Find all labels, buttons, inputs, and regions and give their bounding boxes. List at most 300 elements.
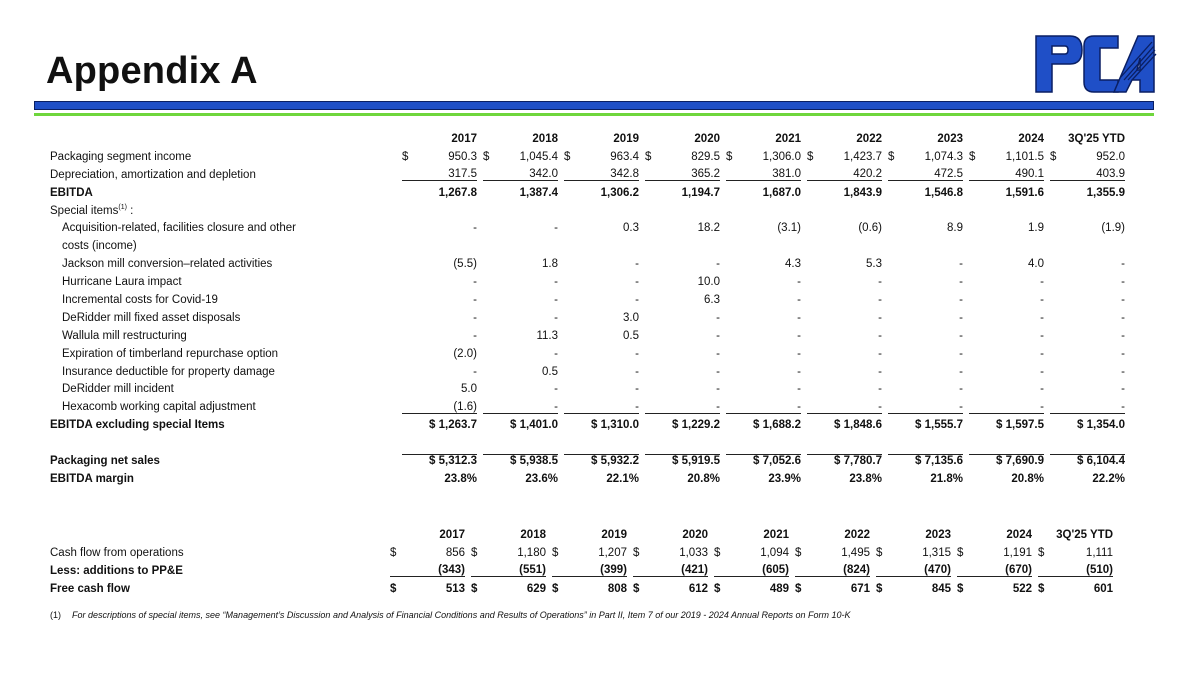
value: 11.3 [536, 329, 558, 342]
value-cell [1044, 416, 1125, 434]
value: (551) [519, 564, 546, 577]
value: - [1121, 311, 1125, 324]
row-label-text: Insurance deductible for property damage [62, 365, 275, 378]
value-cell [882, 291, 963, 309]
year-label: 2023 [925, 528, 951, 541]
value-cell [720, 184, 801, 202]
value-cell [1032, 580, 1113, 598]
row-label [50, 291, 396, 309]
footnote-text: For descriptions of special items, see “Management’s Discussion and Analysis of Financial Conditions and Results of Operations” in Part II, Item 7 of our 2019 - 2024 Annual Reports on Form 10-K [72, 610, 851, 620]
value: - [1121, 276, 1125, 289]
value: - [797, 293, 801, 306]
value: 1,315 [922, 546, 951, 559]
value: 4.3 [785, 258, 801, 271]
value-cell [477, 202, 558, 220]
value-cell [951, 580, 1032, 598]
value: - [1121, 329, 1125, 342]
value-cell [1044, 237, 1125, 255]
page-title: Appendix A [46, 50, 258, 92]
value: 5.0 [461, 383, 477, 396]
value: (343) [438, 564, 465, 577]
value: $ 1,354.0 [1077, 419, 1125, 432]
year-header-row [50, 130, 1125, 148]
value-cell [720, 219, 801, 237]
row-label [50, 219, 396, 237]
value-cell [708, 580, 789, 598]
value: 23.9% [768, 472, 801, 485]
value: - [878, 329, 882, 342]
value-cell [870, 544, 951, 562]
value-cell [546, 544, 627, 562]
value: - [716, 329, 720, 342]
currency-symbol: $ [795, 582, 802, 595]
value-cell [882, 327, 963, 345]
year-header [789, 526, 870, 544]
value-cell [639, 255, 720, 273]
currency-symbol: $ [876, 546, 883, 559]
value-cell [720, 452, 801, 470]
header-blue-rule [34, 101, 1154, 110]
table-row [50, 562, 1113, 580]
value: - [959, 329, 963, 342]
row-label-text: Jackson mill conversion–related activities [62, 258, 273, 271]
value-cell [1032, 562, 1113, 580]
footnote-number: (1) [50, 610, 61, 620]
value: - [716, 347, 720, 360]
row-label-text: Packaging net sales [50, 454, 160, 467]
cash-flow-table [50, 526, 1113, 598]
value-cell [963, 273, 1044, 291]
row-label [50, 184, 396, 202]
value-cell [720, 470, 801, 488]
value-cell [558, 416, 639, 434]
value-cell [882, 148, 963, 166]
value: 490.1 [1015, 168, 1044, 181]
value: 845 [931, 582, 951, 595]
value-cell [396, 237, 477, 255]
table-row [50, 398, 1125, 416]
value: $ 7,052.6 [753, 455, 801, 468]
value-cell [639, 398, 720, 416]
value-cell [639, 327, 720, 345]
value: - [959, 347, 963, 360]
currency-symbol: $ [390, 546, 397, 559]
value: 952.0 [1096, 150, 1125, 163]
value: (5.5) [453, 258, 477, 271]
value: - [635, 365, 639, 378]
value: 808 [607, 582, 627, 595]
value: - [797, 365, 801, 378]
row-label-text: DeRidder mill incident [62, 383, 174, 396]
value: (1.9) [1101, 222, 1125, 235]
value-cell [1044, 255, 1125, 273]
value-cell [1032, 544, 1113, 562]
value-cell [963, 166, 1044, 184]
currency-symbol: $ [957, 546, 964, 559]
value: 489 [769, 582, 789, 595]
value: - [878, 365, 882, 378]
value-cell [396, 166, 477, 184]
value: - [473, 311, 477, 324]
value: (2.0) [453, 347, 477, 360]
value-cell [963, 148, 1044, 166]
year-label: 2018 [532, 132, 558, 145]
year-label: 2022 [844, 528, 870, 541]
value: 1,355.9 [1086, 186, 1125, 199]
table-row [50, 345, 1125, 363]
value-cell [558, 291, 639, 309]
currency-symbol: $ [483, 150, 490, 163]
value: 0.5 [542, 365, 558, 378]
value-cell [639, 363, 720, 381]
value-cell [708, 562, 789, 580]
value: - [554, 276, 558, 289]
value-cell [1044, 327, 1125, 345]
value: 856 [445, 546, 465, 559]
year-header [546, 526, 627, 544]
year-label: 2023 [937, 132, 963, 145]
value-cell [801, 202, 882, 220]
value-cell [639, 416, 720, 434]
value: - [1040, 293, 1044, 306]
value-cell [396, 327, 477, 345]
value-cell [477, 237, 558, 255]
value-cell [558, 452, 639, 470]
row-label-text: Wallula mill restructuring [62, 329, 187, 342]
value-cell [801, 452, 882, 470]
value-cell [801, 470, 882, 488]
value-cell [801, 184, 882, 202]
row-label [50, 202, 396, 220]
value-cell [708, 544, 789, 562]
currency-symbol: $ [645, 150, 652, 163]
value-cell [627, 544, 708, 562]
value: 4.0 [1028, 258, 1044, 271]
value: - [554, 400, 558, 413]
table-row [50, 309, 1125, 327]
value-cell [801, 291, 882, 309]
value: - [959, 383, 963, 396]
value-cell [627, 562, 708, 580]
year-header [882, 130, 963, 148]
year-label: 2024 [1006, 528, 1032, 541]
year-label: 2021 [775, 132, 801, 145]
currency-symbol: $ [714, 546, 721, 559]
value: $ 5,938.5 [510, 455, 558, 468]
table-row [50, 363, 1125, 381]
value: - [959, 258, 963, 271]
value-cell [963, 452, 1044, 470]
value: - [635, 276, 639, 289]
value-cell [801, 309, 882, 327]
value-cell [882, 237, 963, 255]
value-cell [627, 580, 708, 598]
currency-symbol: $ [714, 582, 721, 595]
value-cell [1044, 345, 1125, 363]
year-header [396, 130, 477, 148]
currency-symbol: $ [471, 582, 478, 595]
value-cell [1044, 273, 1125, 291]
value-cell [963, 327, 1044, 345]
value-cell [801, 273, 882, 291]
row-label [50, 470, 396, 488]
value: - [797, 400, 801, 413]
value-cell [1044, 470, 1125, 488]
table-row [50, 380, 1125, 398]
value: 1,843.9 [843, 186, 882, 199]
value: $ 7,780.7 [834, 455, 882, 468]
value-cell [963, 380, 1044, 398]
value: $ 1,263.7 [429, 419, 477, 432]
year-header [1032, 526, 1113, 544]
value: 1,546.8 [924, 186, 963, 199]
value-cell [477, 184, 558, 202]
value-cell [801, 380, 882, 398]
table-row [50, 148, 1125, 166]
value: 950.3 [448, 150, 477, 163]
value-cell [882, 255, 963, 273]
value-cell [558, 184, 639, 202]
table-row [50, 580, 1113, 598]
value-cell [720, 148, 801, 166]
value: 1,387.4 [519, 186, 558, 199]
value: - [1121, 383, 1125, 396]
value-cell [465, 562, 546, 580]
row-label [50, 452, 396, 470]
value-cell [558, 202, 639, 220]
value-cell [882, 398, 963, 416]
row-label [50, 544, 384, 562]
row-label-text: Expiration of timberland repurchase option [62, 347, 279, 360]
value-cell [396, 202, 477, 220]
value-cell [1044, 309, 1125, 327]
value: - [635, 383, 639, 396]
table-row [50, 470, 1125, 488]
value: - [1040, 400, 1044, 413]
value-cell [720, 237, 801, 255]
value: (3.1) [777, 222, 801, 235]
value-cell [396, 148, 477, 166]
value-cell [558, 470, 639, 488]
footnote [50, 610, 851, 620]
value-cell [720, 380, 801, 398]
value-cell [963, 219, 1044, 237]
row-label-text: Hurricane Laura impact [62, 276, 182, 289]
value-cell [396, 416, 477, 434]
value: 6.3 [704, 293, 720, 306]
value: - [797, 383, 801, 396]
value-cell [558, 255, 639, 273]
value: 1,045.4 [519, 150, 558, 163]
value-cell [477, 398, 558, 416]
value-cell [546, 580, 627, 598]
value: 21.8% [930, 472, 963, 485]
table-row [50, 291, 1125, 309]
value-cell [396, 255, 477, 273]
value: (399) [600, 564, 627, 577]
row-label [50, 166, 396, 184]
row-label [50, 363, 396, 381]
value: 1,074.3 [924, 150, 963, 163]
currency-symbol: $ [795, 546, 802, 559]
value-cell [963, 184, 1044, 202]
value: $ 5,932.2 [591, 455, 639, 468]
value: - [554, 222, 558, 235]
year-header [558, 130, 639, 148]
value-cell [870, 562, 951, 580]
value: (824) [843, 564, 870, 577]
value: $ 7,135.6 [915, 455, 963, 468]
row-label [50, 255, 396, 273]
value: 365.2 [691, 168, 720, 181]
value: 22.2% [1092, 472, 1125, 485]
value-cell [477, 452, 558, 470]
value-cell [963, 470, 1044, 488]
year-header [639, 130, 720, 148]
row-label-text: Special items [50, 204, 119, 217]
row-label [50, 309, 396, 327]
value: - [1040, 365, 1044, 378]
value-cell [882, 184, 963, 202]
value-cell [951, 562, 1032, 580]
value: - [959, 311, 963, 324]
value-cell [1044, 363, 1125, 381]
value-cell [801, 148, 882, 166]
value: 20.8% [687, 472, 720, 485]
value: - [878, 276, 882, 289]
value: 1.8 [542, 258, 558, 271]
value: - [716, 400, 720, 413]
value: - [959, 365, 963, 378]
value: 522 [1012, 582, 1032, 595]
currency-symbol: $ [471, 546, 478, 559]
table-row [50, 202, 1125, 220]
value-cell [720, 166, 801, 184]
value-cell [477, 380, 558, 398]
table-row [50, 416, 1125, 434]
value-cell [720, 273, 801, 291]
year-header [801, 130, 882, 148]
value: - [878, 400, 882, 413]
value-cell [720, 291, 801, 309]
value-cell [477, 345, 558, 363]
value: 317.5 [448, 168, 477, 181]
value: - [1040, 329, 1044, 342]
value: 1,194.7 [681, 186, 720, 199]
value: 1,094 [760, 546, 789, 559]
value: 1,687.0 [762, 186, 801, 199]
value-cell [801, 219, 882, 237]
footnote-ref: (1) [118, 204, 127, 212]
spacer-row [50, 434, 1125, 452]
value-cell [801, 166, 882, 184]
value-cell [639, 273, 720, 291]
currency-symbol: $ [390, 582, 397, 595]
value: 381.0 [772, 168, 801, 181]
row-label [50, 380, 396, 398]
row-label [50, 327, 396, 345]
value-cell [477, 470, 558, 488]
value: 342.8 [610, 168, 639, 181]
value-cell [396, 345, 477, 363]
year-header [384, 526, 465, 544]
row-label-text: Hexacomb working capital adjustment [62, 401, 256, 414]
value-cell [477, 309, 558, 327]
value-cell [384, 544, 465, 562]
value: 20.8% [1011, 472, 1044, 485]
value-cell [870, 580, 951, 598]
row-label-text: Acquisition-related, facilities closure and other [62, 222, 296, 235]
value: - [959, 400, 963, 413]
value-cell [801, 327, 882, 345]
value-cell [558, 363, 639, 381]
value-cell [465, 544, 546, 562]
value: - [959, 293, 963, 306]
value-cell [882, 202, 963, 220]
value: - [635, 293, 639, 306]
value: (510) [1086, 564, 1113, 577]
value: - [635, 347, 639, 360]
value: 0.5 [623, 329, 639, 342]
row-label-text: DeRidder mill fixed asset disposals [62, 311, 241, 324]
row-label-text: EBITDA margin [50, 472, 134, 485]
table-row [50, 237, 1125, 255]
value: - [797, 347, 801, 360]
value: 629 [526, 582, 546, 595]
value-cell [477, 327, 558, 345]
value-cell [396, 219, 477, 237]
year-header [951, 526, 1032, 544]
value-cell [963, 416, 1044, 434]
table-row [50, 327, 1125, 345]
year-header [720, 130, 801, 148]
value-cell [801, 255, 882, 273]
value: - [635, 400, 639, 413]
row-label-text: Depreciation, amortization and depletion [50, 168, 256, 181]
year-header [870, 526, 951, 544]
value-cell [789, 562, 870, 580]
row-label-text: EBITDA excluding special Items [50, 419, 225, 432]
value: $ 1,401.0 [510, 419, 558, 432]
value: (0.6) [858, 222, 882, 235]
currency-symbol: $ [564, 150, 571, 163]
value: $ 1,848.6 [834, 419, 882, 432]
value-cell [396, 398, 477, 416]
value: 0.3 [623, 222, 639, 235]
year-header [477, 130, 558, 148]
value-cell [639, 452, 720, 470]
year-label: 2020 [694, 132, 720, 145]
value-cell [477, 148, 558, 166]
value-cell [720, 398, 801, 416]
year-label: 2021 [763, 528, 789, 541]
row-label-text: costs (income) [62, 240, 137, 253]
row-label-text: Packaging segment income [50, 150, 192, 163]
value-cell [1044, 202, 1125, 220]
year-label: 2024 [1018, 132, 1044, 145]
value-cell [558, 237, 639, 255]
value-cell [963, 237, 1044, 255]
year-label: 2019 [601, 528, 627, 541]
value-cell [882, 470, 963, 488]
value: - [1121, 258, 1125, 271]
value: 23.8% [849, 472, 882, 485]
value-cell [801, 363, 882, 381]
currency-symbol: $ [633, 582, 640, 595]
value-cell [639, 166, 720, 184]
value-cell [477, 255, 558, 273]
value: (470) [924, 564, 951, 577]
